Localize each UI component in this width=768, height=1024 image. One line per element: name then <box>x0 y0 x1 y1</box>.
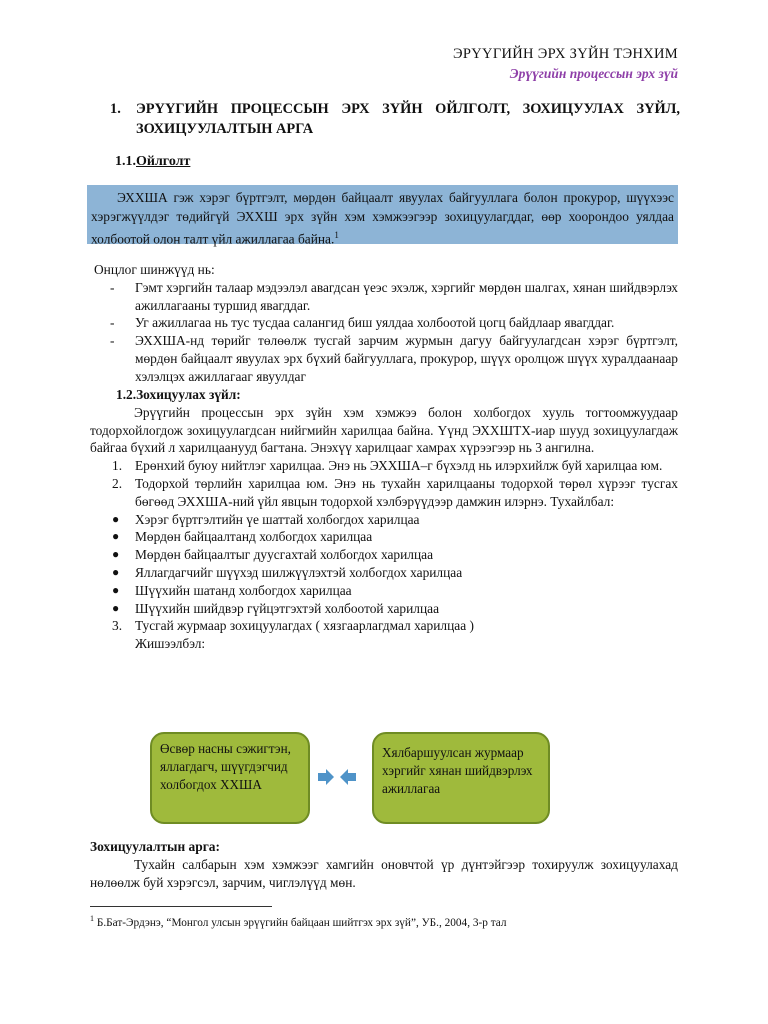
diagram-arrows <box>316 766 358 788</box>
bullet-item: ● Мөрдөн байцаалтыг дуусгахтай холбогдох харилцаа <box>112 547 434 563</box>
section-title: ЭРҮҮГИЙН ПРОЦЕССЫН ЭРХ ЗҮЙН ОЙЛГОЛТ, ЗОХИЦУУЛАХ ЗҮЙЛ, ЗОХИЦУУЛАЛТЫН АРГА <box>136 101 680 137</box>
features-section <box>90 261 678 386</box>
method-title: Зохицуулалтын арга: <box>90 839 220 854</box>
subsection-title-2: Зохицуулах зүйл: <box>136 387 241 402</box>
subsection-heading-2 <box>90 386 678 404</box>
numbered-item: 1. Ерөнхий буюу нийтлэг харилцаа. Энэ нь ЭХХША–г бүхэлд нь илэрхийлж буй харилцаа юм. <box>112 458 663 474</box>
footnote-separator <box>90 906 272 907</box>
bullet-item: ● Яллагдагчийг шүүхэд шилжүүлэхтэй холбогдох харилцаа <box>112 564 463 580</box>
footnote <box>90 914 507 929</box>
numbered-item: 2. Тодорхой төрлийн харилцаа юм. Энэ нь тухайн харилцааны тодорхой төрөл хүрээг тусгах бөгөөд ЭХХША-ний үйл явцын тодорхой хэлбэрүүдээр дамжин илэрнэ. Тухайлбал: <box>112 475 678 509</box>
subsection-number-2: 1.2. <box>116 387 137 402</box>
list-item: - ЭХХША-нд төрийг төлөөлж тусгай зарчим журмын дагуу байгуулагдсан хэрэг бүртгэлт, мөрдөн байцаалт явуулах эрх бүхий байгууллага, прокурор, шүүх оролцож шүүх хуралдаанаар хэлэлцэх ажиллагааг явуулдаг <box>110 333 678 384</box>
example-label: Жишээлбэл: <box>135 636 206 652</box>
list-item: - Гэмт хэргийн талаар мэдээлэл авагдсан үеэс эхэлж, хэргийг мөрдөн шалгах, хянан шийдвэрлэх ажиллагааны туршид явагддаг. <box>110 279 678 313</box>
regulated-paragraph: Эрүүгийн процессын эрх зүйн хэм хэмжээ болон холбогдох хууль тогтоомжуудаар тодорхойлогдож зохицуулагдсан нийгмийн харилцаа байна. Үүнд ЭХХШТХ-иар шууд зохицуулагдаж байгаа бүхий л харилцаанууд багтана. Энэхүү харилцааг хамрах хүрээгээр нь 3 ангилна. <box>90 404 678 456</box>
footnote-number: 1 <box>90 914 94 923</box>
method-section <box>90 838 678 891</box>
regulated-section <box>90 386 678 653</box>
footnote-reference: 1 <box>334 230 339 240</box>
section-number: 1. <box>110 101 121 117</box>
section-heading <box>110 99 680 139</box>
subsection-heading-1 <box>115 154 190 170</box>
footnote-text: Б.Бат-Эрдэнэ, “Монгол улсын эрүүгийн байцаан шийтгэх эрх зүй”, УБ., 2004, 3-р тал <box>96 916 507 929</box>
diagram-left-box: Өсвөр насны сэжигтэн, яллагдагч, шүүгдэгчид холбогдох ХХША <box>150 732 310 824</box>
bullet-item: ● Шүүхийн шийдвэр гүйцэтгэхтэй холбоотой харилцаа <box>112 600 440 616</box>
numbered-item: 3. Тусгай журмаар зохицуулагдах ( хязгаарлагдмал харилцаа ) <box>112 618 474 634</box>
example-diagram <box>88 716 688 836</box>
bullet-item: ● Мөрдөн байцаалтанд холбогдох харилцаа <box>112 529 373 545</box>
bullet-item: ● Шүүхийн шатанд холбогдох харилцаа <box>112 582 352 598</box>
arrow-right-icon <box>318 769 334 785</box>
features-heading: Онцлог шинжүүд нь: <box>94 262 215 277</box>
diagram-right-box: Хялбаршуулсан журмаар хэргийг хянан шийдвэрлэх ажиллагаа <box>372 732 550 824</box>
arrow-left-icon <box>340 769 356 785</box>
list-item: - Уг ажиллагаа нь тус тусдаа салангид биш уялдаа холбоотой цогц байдлаар явагддаг. <box>110 315 615 331</box>
subsection-number-1: 1.1. <box>115 154 136 169</box>
header-title: ЭРҮҮГИЙН ЭРХ ЗҮЙН ТЭНХИМ <box>453 46 678 62</box>
definition-box <box>87 185 678 247</box>
method-text: Тухайн салбарын хэм хэмжээг хамгийн оновчтой үр дүнтэйгээр тохируулж зохицуулахад нөлөөлж буй хэрэгсэл, зарчим, чиглэлүүд мөн. <box>90 856 678 890</box>
subsection-title-1: Ойлголт <box>136 154 191 169</box>
bullet-item: ● Хэрэг бүртгэлтийн үе шаттай холбогдох харилцаа <box>112 511 420 527</box>
header-subtitle: Эрүүгийн процессын эрх зүй <box>509 66 678 81</box>
definition-text: ЭХХША гэж хэрэг бүртгэлт, мөрдөн байцаалт явуулах байгууллага болон прокурор, шүүхээс хэрэгжүүлдэг төдийгүй ЭХХШ эрх зүйн хэм хэмжээгээр зохицуулагддаг, өөр хоорондоо уялдаа холбоотой олон талт үйл ажиллагаа байна. <box>91 190 674 247</box>
